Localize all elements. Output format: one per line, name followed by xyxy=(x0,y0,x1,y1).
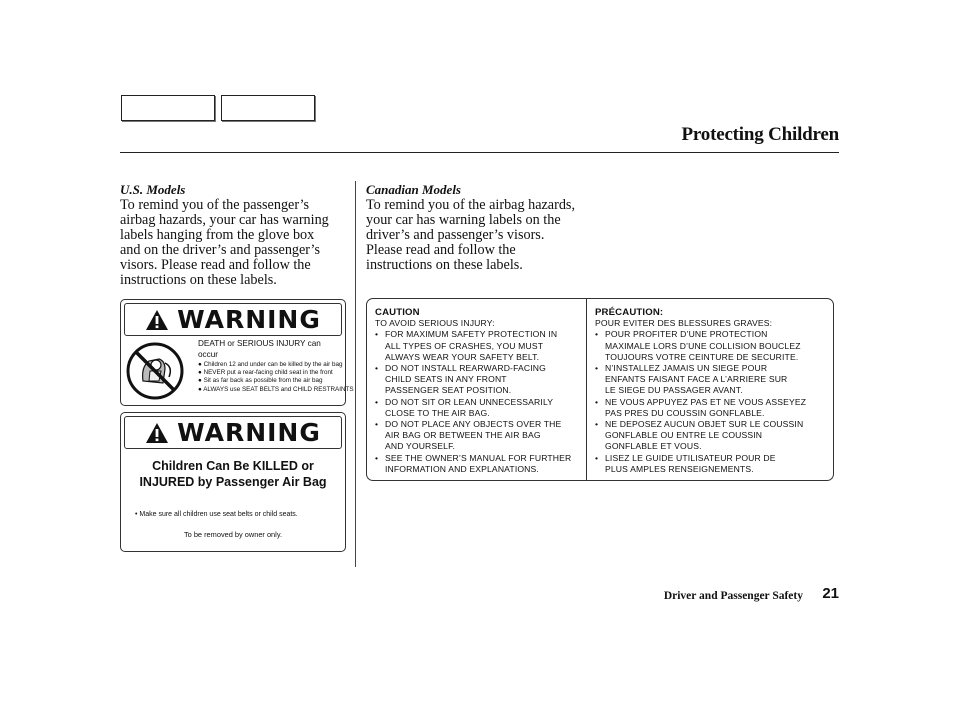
bullet-text: Sit as far back as possible from the air bag xyxy=(203,377,323,385)
list-item: ● Sit as far back as possible from the air bag xyxy=(198,377,323,385)
bullet-text: NEVER put a rear-facing child seat in the front xyxy=(203,369,333,377)
footer-section-name: Driver and Passenger Safety xyxy=(663,590,803,602)
list-item xyxy=(595,397,831,419)
list-item xyxy=(375,397,581,419)
caution-item-text: FOR MAXIMUM SAFETY PROTECTION IN ALL TYPES OF CRASHES, YOU MUST ALWAYS WEAR YOUR SAFETY BELT. xyxy=(385,329,558,362)
list-item xyxy=(595,329,831,363)
canadian-models-body: To remind you of the airbag hazards, your car has warning labels on the driver’s and passenger’s visors. Please read and follow the instructions on these labels. xyxy=(366,197,575,273)
nav-tab-box-2[interactable] xyxy=(221,95,315,121)
bullet-icon: • xyxy=(375,419,379,430)
canadian-caution-label xyxy=(366,298,834,481)
visor-warning-headline: DEATH or SERIOUS INJURY can occur xyxy=(198,339,321,359)
bullet-text: ALWAYS use SEAT BELTS and CHILD RESTRAINTS xyxy=(203,385,354,393)
caution-item-text: DO NOT PLACE ANY OBJECTS OVER THE AIR BAG OR BETWEEN THE AIR BAG AND YOURSELF. xyxy=(385,419,562,452)
list-item xyxy=(375,419,581,453)
bullet-icon: • xyxy=(595,452,599,463)
list-item: ● NEVER put a rear-facing child seat in the front xyxy=(198,369,333,377)
label-divider xyxy=(586,299,587,480)
list-item xyxy=(375,453,581,475)
list-item xyxy=(595,363,831,397)
caution-french-column xyxy=(595,307,831,475)
title-divider xyxy=(120,152,839,153)
list-item xyxy=(375,363,581,397)
caution-item-text: SEE THE OWNER’S MANUAL FOR FURTHER INFORMATION AND EXPLANATIONS. xyxy=(385,452,572,474)
bullet-icon: • xyxy=(595,363,599,374)
bullet-icon: • xyxy=(595,396,599,407)
caution-intro: TO AVOID SERIOUS INJURY: xyxy=(375,318,495,329)
precaution-item-text: NE DEPOSEZ AUCUN OBJET SUR LE COUSSIN GONFLABLE OU ENTRE LE COUSSIN GONFLABLE ET VOUS. xyxy=(605,419,804,452)
bullet-icon: • xyxy=(595,419,599,430)
canadian-models-section xyxy=(366,182,606,273)
caution-heading: CAUTION xyxy=(375,307,420,318)
list-item: ● ALWAYS use SEAT BELTS and CHILD RESTRAINTS xyxy=(198,385,354,393)
precaution-item-text: POUR PROFITER D’UNE PROTECTION MAXIMALE LORS D’UNE COLLISION BOUCLEZ TOUJOURS VOTRE CEINTURE DE SECURITE. xyxy=(605,329,801,362)
bullet-icon: • xyxy=(375,396,379,407)
visor-warning-bullets xyxy=(198,361,354,394)
precaution-heading: PRÉCAUTION: xyxy=(595,307,664,318)
warning-header xyxy=(124,303,342,336)
warning-triangle-icon xyxy=(145,309,169,331)
us-models-section xyxy=(120,182,348,288)
caution-item-text: DO NOT INSTALL REARWARD-FACING CHILD SEATS IN ANY FRONT PASSENGER SEAT POSITION. xyxy=(385,363,546,396)
caution-item-text: DO NOT SIT OR LEAN UNNECESSARILY CLOSE TO THE AIR BAG. xyxy=(385,396,554,418)
warning-word: WARNING xyxy=(177,305,321,334)
bullet-icon: • xyxy=(375,329,379,340)
no-rear-facing-child-seat-icon xyxy=(125,341,185,401)
page-title: Protecting Children xyxy=(681,124,839,145)
warning-header xyxy=(124,416,342,449)
warning-triangle-icon xyxy=(145,422,169,444)
list-item: ● Children 12 and under can be killed by the air bag xyxy=(198,361,343,368)
bullet-text: Children 12 and under can be killed by the air bag xyxy=(203,361,343,368)
list-item xyxy=(375,329,581,363)
caution-english-column xyxy=(375,307,581,475)
precaution-item-text: NE VOUS APPUYEZ PAS ET NE VOUS ASSEYEZ PAS PRES DU COUSSIN GONFLABLE. xyxy=(605,396,807,418)
warning-word: WARNING xyxy=(177,418,321,447)
glovebox-warning-headline: Children Can Be KILLED or INJURED by Passenger Air Bag xyxy=(139,459,327,489)
glovebox-warning-label xyxy=(120,412,346,552)
glovebox-removal-note: To be removed by owner only. xyxy=(183,530,283,539)
canadian-models-heading: Canadian Models xyxy=(366,182,461,197)
nav-tab-box-1[interactable] xyxy=(121,95,215,121)
visor-warning-label xyxy=(120,299,354,406)
bullet-icon: • xyxy=(375,363,379,374)
page-number: 21 xyxy=(822,585,839,602)
list-item xyxy=(595,419,831,453)
us-models-body: To remind you of the passenger’s airbag hazards, your car has warning labels hanging from the glove box and on the driver’s and passenger’s visors. Please read and follow the instructions on these labels. xyxy=(120,197,329,288)
glovebox-warning-note: • Make sure all children use seat belts or child seats. xyxy=(135,511,298,518)
column-divider xyxy=(355,181,356,567)
us-models-heading: U.S. Models xyxy=(120,182,186,197)
precaution-item-text: N’INSTALLEZ JAMAIS UN SIEGE POUR ENFANTS FAISANT FACE A L’ARRIERE SUR LE SIEGE DU PASSAGER AVANT. xyxy=(605,363,788,396)
visor-warning-text xyxy=(198,338,354,394)
precaution-item-text: LISEZ LE GUIDE UTILISATEUR POUR DE PLUS AMPLES RENSEIGNEMENTS. xyxy=(605,452,776,474)
bullet-icon: • xyxy=(375,452,379,463)
precaution-intro: POUR EVITER DES BLESSURES GRAVES: xyxy=(595,318,773,329)
bullet-icon: • xyxy=(595,329,599,340)
list-item xyxy=(595,453,831,475)
